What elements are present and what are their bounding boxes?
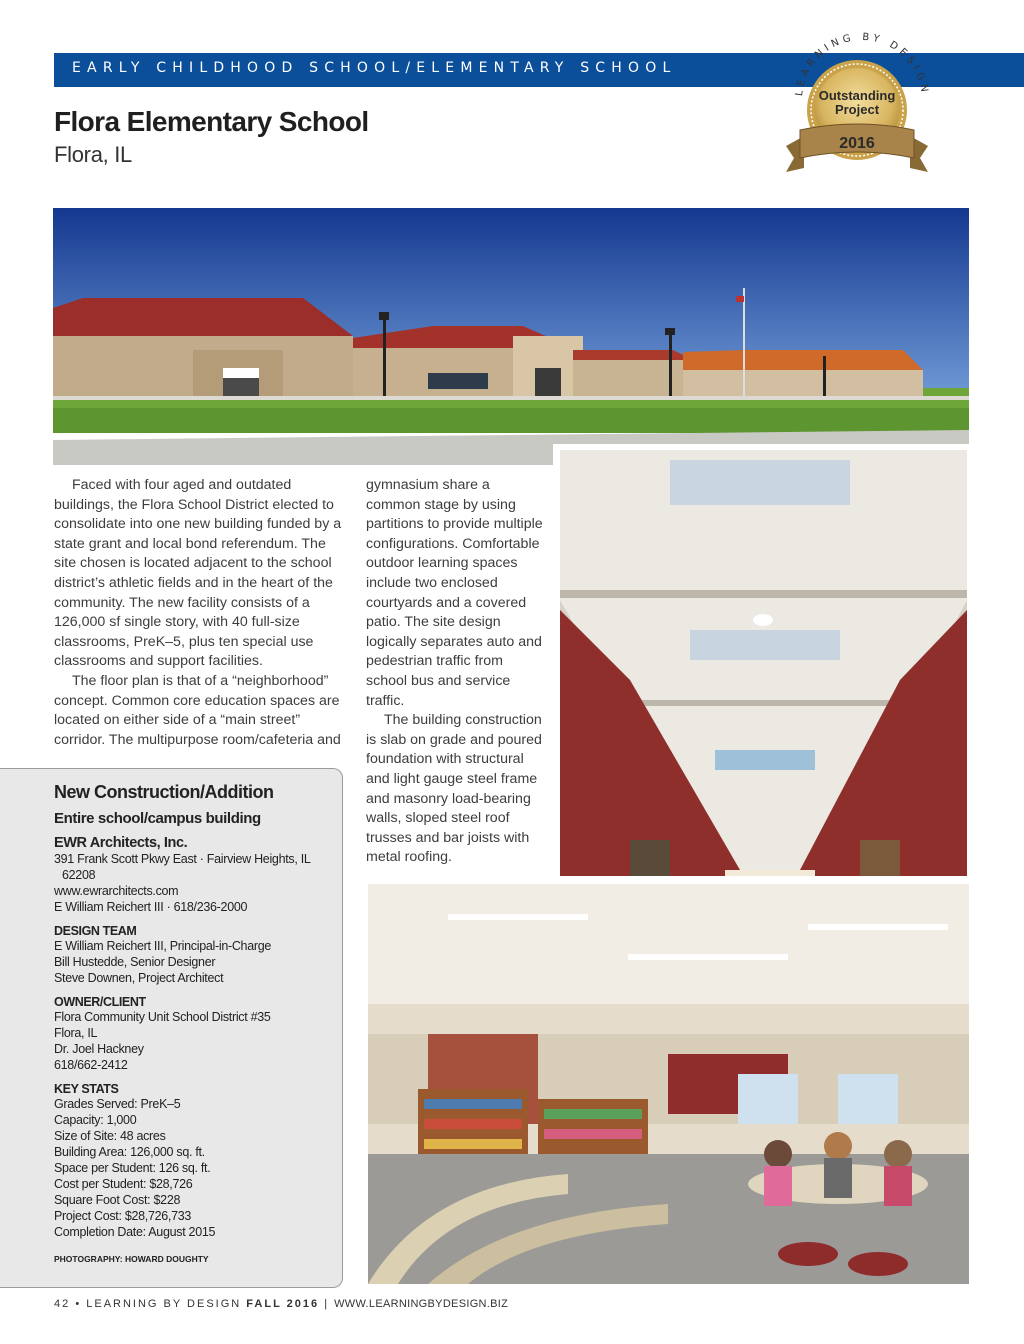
page-title: Flora Elementary School bbox=[54, 106, 369, 137]
stat-line: Space per Student: 126 sq. ft. bbox=[54, 1161, 211, 1175]
stat-line: Building Area: 126,000 sq. ft. bbox=[54, 1145, 205, 1159]
project-info-content bbox=[54, 782, 334, 1264]
badge-line2: Project bbox=[834, 102, 880, 117]
stat-line: Size of Site: 48 acres bbox=[54, 1129, 166, 1143]
design-team-member: Bill Hustedde, Senior Designer bbox=[54, 955, 216, 969]
key-stats-label: KEY STATS bbox=[54, 1082, 119, 1096]
firm-address-line1: 391 Frank Scott Pkwy East · Fairview Heights, IL bbox=[54, 852, 311, 866]
issue-label: FALL 2016 bbox=[246, 1298, 320, 1310]
article-paragraph: Faced with four aged and outdated buildings, the Flora School District elected to consolidate into one new building funded by a state grant and local bond referendum. The site chosen is located adjacent to the school district’s athletic fields and in the heart of the community. The new facility consists of a 126,000 sf single story, with 40 full-size classrooms, PreK–5, plus ten special use classrooms and support facilities. bbox=[54, 477, 342, 670]
stat-line: Project Cost: $28,726,733 bbox=[54, 1209, 192, 1223]
owner-label: OWNER/CLIENT bbox=[54, 995, 146, 1009]
owner-line: Flora Community Unit School District #35 bbox=[54, 1010, 271, 1024]
design-team-member: Steve Downen, Project Architect bbox=[54, 971, 224, 985]
publication-name: LEARNING BY DESIGN bbox=[86, 1298, 242, 1310]
firm-contact: E William Reichert III · 618/236-2000 bbox=[54, 900, 248, 914]
page-subtitle: Flora, IL bbox=[54, 142, 132, 167]
badge-year: 2016 bbox=[839, 135, 875, 152]
project-scope: Entire school/campus building bbox=[54, 810, 261, 827]
owner-line: Dr. Joel Hackney bbox=[54, 1042, 144, 1056]
badge-line1: Outstanding bbox=[818, 88, 896, 103]
article-paragraph: The floor plan is that of a “neighborhood” concept. Common core education spaces are located on either side of a “main street” corridor. The multipurpose room/cafeteria and bbox=[54, 672, 341, 748]
architect-firm: EWR Architects, Inc. bbox=[54, 835, 188, 851]
article-paragraph: gymnasium share a common stage by using partitions to provide multiple configurations. Comfortable outdoor learning spaces include two enclosed courtyards and a covered patio. The site design logically separates auto and pedestrian traffic from school bus and service traffic. bbox=[366, 477, 543, 709]
stat-line: Capacity: 1,000 bbox=[54, 1113, 137, 1127]
design-team-member: E William Reichert III, Principal-in-Charge bbox=[54, 939, 272, 953]
design-team-label: DESIGN TEAM bbox=[54, 924, 137, 938]
article-column-2 bbox=[366, 476, 546, 868]
page-number: 42 bbox=[54, 1298, 71, 1310]
stat-line: Cost per Student: $28,726 bbox=[54, 1177, 193, 1191]
firm-website: www.ewrarchitects.com bbox=[54, 884, 179, 898]
stat-line: Square Foot Cost: $228 bbox=[54, 1193, 181, 1207]
article-paragraph: The building construction is slab on grade and poured foundation with structural and light gauge steel frame and masonry load-bearing walls, sloped steel roof trusses and bar joists with metal roofing. bbox=[366, 712, 542, 866]
library-photo bbox=[368, 884, 969, 1284]
section-label: EARLY CHILDHOOD SCHOOL/ELEMENTARY SCHOOL bbox=[72, 60, 677, 76]
project-category: New Construction/Addition bbox=[54, 782, 274, 802]
article-column-1 bbox=[54, 476, 347, 750]
badge-arc-text: LEARNING BY DESIGN bbox=[794, 31, 931, 97]
outstanding-project-badge bbox=[782, 22, 942, 182]
owner-line: Flora, IL bbox=[54, 1026, 98, 1040]
page-footer: 42 • LEARNING BY DESIGN FALL 2016 | WWW.LEARNINGBYDESIGN.BIZ bbox=[54, 1298, 509, 1310]
footer-url[interactable]: WWW.LEARNINGBYDESIGN.BIZ bbox=[334, 1298, 509, 1310]
owner-line: 618/662-2412 bbox=[54, 1058, 128, 1072]
stat-line: Completion Date: August 2015 bbox=[54, 1225, 216, 1239]
school-exterior-photo bbox=[53, 208, 969, 465]
photo-credit: PHOTOGRAPHY: HOWARD DOUGHTY bbox=[54, 1254, 209, 1264]
stat-line: Grades Served: PreK–5 bbox=[54, 1097, 181, 1111]
firm-address-line2: 62208 bbox=[62, 868, 96, 882]
